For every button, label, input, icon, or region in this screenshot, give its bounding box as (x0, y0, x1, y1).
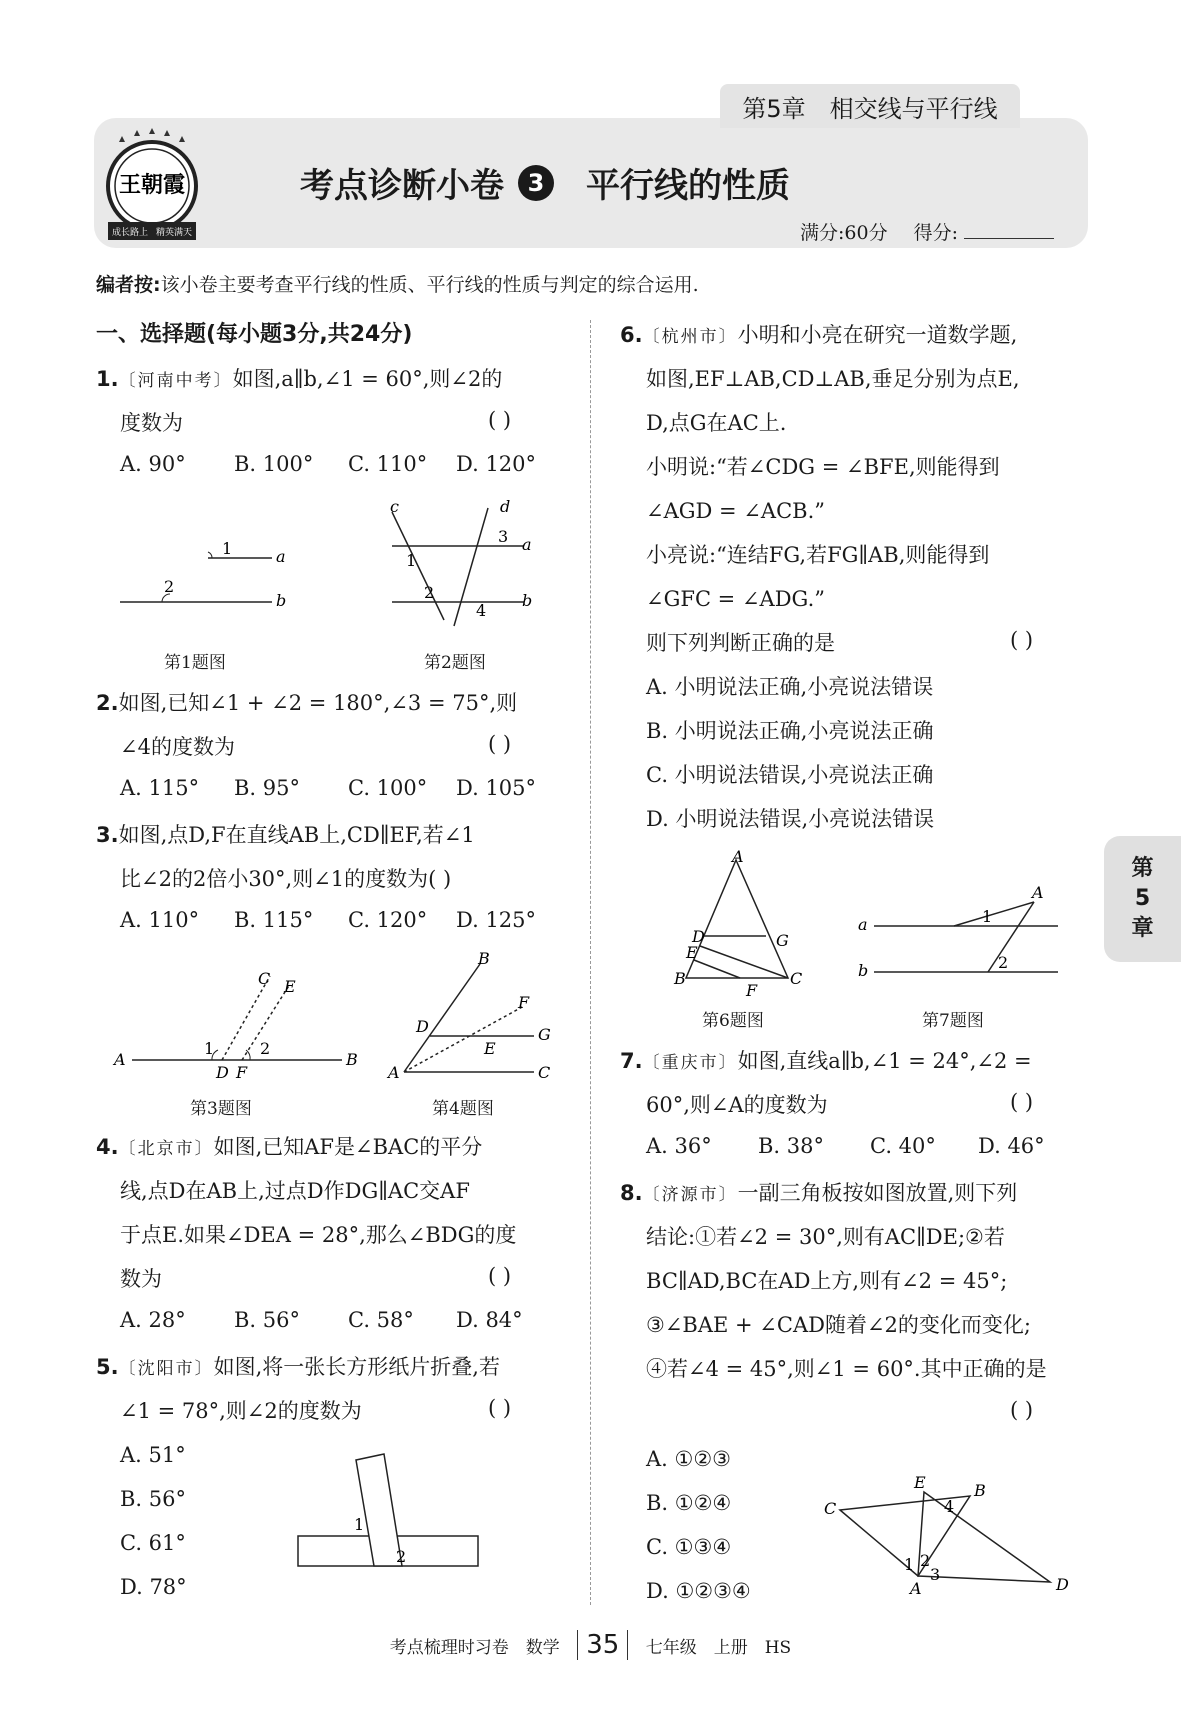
chapter-tab (720, 84, 1020, 128)
q3-line2: 比∠2的2倍小30°,则∠1的度数为( ) (120, 867, 452, 891)
q2-answer-blank[interactable]: ( ) (488, 732, 512, 756)
svg-text:G: G (776, 931, 789, 950)
svg-text:C: C (258, 969, 271, 988)
q6-text1: 小明和小亮在研究一道数学题, (737, 323, 1018, 347)
q4-line2: 线,点D在AB上,过点D作DG∥AC交AF (120, 1179, 470, 1203)
q4-line1 (96, 1132, 482, 1164)
svg-text:D: D (1056, 1575, 1069, 1594)
q2-number: 2. (96, 691, 119, 715)
svg-text:B: B (346, 1050, 358, 1069)
svg-text:C: C (824, 1499, 837, 1518)
editor-note-label: 编者按: (96, 274, 161, 296)
title-number-badge: 3 (518, 165, 554, 201)
full-score: 满分:60分 (800, 222, 888, 244)
svg-text:G: G (538, 1025, 551, 1044)
q4-source: 〔北京市〕 (118, 1139, 214, 1159)
svg-text:d: d (500, 498, 511, 516)
q4-option-a[interactable]: A. 28° (120, 1308, 186, 1332)
svg-text:B: B (974, 1481, 986, 1500)
q6-line4: 小明说:“若∠CDG = ∠BFE,则能得到 (646, 455, 1000, 479)
chapter-number: 第5章 (742, 94, 806, 123)
publisher-logo (102, 126, 202, 244)
logo-text: 王朝霞 (118, 172, 186, 198)
q6-line8: 则下列判断正确的是 (646, 631, 835, 655)
svg-text:D: D (216, 1063, 229, 1082)
svg-text:1: 1 (354, 1515, 365, 1534)
q8-line1 (620, 1178, 1017, 1210)
chapter-title: 相交线与平行线 (829, 94, 998, 123)
q1-number: 1. (96, 367, 119, 391)
chapter-side-tab (1104, 836, 1181, 962)
q2-option-b[interactable]: B. 95° (234, 776, 301, 800)
q7-options (646, 1134, 1045, 1158)
q6-line3: D,点G在AC上. (646, 411, 787, 435)
q6-option-b[interactable]: B. 小明说法正确,小亮说法正确 (646, 719, 934, 743)
q3-number: 3. (96, 823, 119, 847)
q1-source: 〔河南中考〕 (118, 371, 233, 391)
footer-right: 七年级 上册 HS (645, 1638, 792, 1658)
q6-line6: 小亮说:“连结FG,若FG∥AB,则能得到 (646, 543, 990, 567)
svg-text:b: b (858, 961, 869, 980)
q1-line1 (96, 364, 502, 396)
q3-caption: 第3题图 (190, 1099, 252, 1119)
q5-line2: ∠1 = 78°,则∠2的度数为 (120, 1399, 362, 1423)
q5-figure (296, 1450, 486, 1572)
svg-text:1: 1 (406, 551, 417, 570)
q8-line4: ③∠BAE + ∠CAD随着∠2的变化而变化; (646, 1313, 1031, 1337)
svg-text:b: b (276, 591, 287, 610)
svg-text:A: A (910, 1579, 922, 1598)
svg-text:2: 2 (260, 1039, 271, 1058)
page-number: 35 (577, 1630, 628, 1660)
svg-text:1: 1 (204, 1039, 215, 1058)
q2-options (120, 776, 536, 800)
svg-text:4: 4 (944, 1497, 955, 1516)
score-label: 得分: (913, 222, 959, 244)
svg-text:A: A (114, 1050, 126, 1069)
q5-option-c[interactable]: C. 61° (120, 1531, 186, 1555)
q8-text1: 一副三角板按如图放置,则下列 (737, 1181, 1018, 1205)
svg-text:D: D (416, 1017, 429, 1036)
q3-option-d[interactable]: D. 125° (456, 908, 537, 932)
q6-line2: 如图,EF⊥AB,CD⊥AB,垂足分别为点E, (646, 367, 1020, 391)
q7-text1: 如图,直线a∥b,∠1 = 24°,∠2 = (737, 1049, 1032, 1073)
q4-line4: 数为 (120, 1267, 162, 1291)
q1-options (120, 452, 536, 476)
q4-option-b[interactable]: B. 56° (234, 1308, 301, 1332)
svg-text:B: B (478, 950, 490, 968)
q8-figure (820, 1468, 1070, 1598)
q7-number: 7. (620, 1049, 643, 1073)
q3-option-b[interactable]: B. 115° (234, 908, 314, 932)
svg-text:a: a (276, 547, 286, 566)
q2-line2: ∠4的度数为 (120, 735, 235, 759)
q5-option-b[interactable]: B. 56° (120, 1487, 187, 1511)
svg-text:a: a (858, 915, 868, 934)
svg-text:F: F (236, 1063, 248, 1082)
svg-text:A: A (732, 850, 744, 866)
q2-figure (384, 498, 544, 628)
q4-figure (384, 950, 564, 1090)
q8-option-c[interactable]: C. ①③④ (646, 1535, 732, 1559)
footer-left: 考点梳理时习卷 数学 (389, 1638, 560, 1658)
q8-number: 8. (620, 1181, 643, 1205)
q1-text1: 如图,a∥b,∠1 = 60°,则∠2的 (232, 367, 503, 391)
svg-text:4: 4 (476, 601, 487, 620)
q5-answer-blank[interactable]: ( ) (488, 1396, 512, 1420)
logo-motto-right: 精英满天 (155, 228, 193, 238)
q1-option-c[interactable]: C. 110° (348, 452, 428, 476)
svg-text:E: E (914, 1473, 926, 1492)
title-right: 平行线的性质 (586, 166, 790, 206)
side-tab-char-2: 5 (1134, 886, 1151, 911)
q6-line1 (620, 320, 1017, 352)
svg-text:F: F (746, 981, 758, 1000)
q1-option-d[interactable]: D. 120° (456, 452, 537, 476)
q7-option-b[interactable]: B. 38° (758, 1134, 825, 1158)
side-tab-char-1: 第 (1131, 856, 1154, 881)
svg-text:E: E (484, 1039, 496, 1058)
svg-text:1: 1 (904, 1555, 915, 1574)
q6-line5: ∠AGD = ∠ACB.” (646, 499, 825, 523)
q1-caption: 第1题图 (164, 653, 226, 673)
q5-line1 (96, 1352, 500, 1384)
svg-text:C: C (538, 1063, 551, 1082)
logo-motto-left: 成长路上 (111, 228, 149, 238)
svg-text:c: c (390, 498, 399, 516)
q4-option-d[interactable]: D. 84° (456, 1308, 523, 1332)
q6-caption: 第6题图 (702, 1011, 764, 1031)
q6-answer-blank[interactable]: ( ) (1010, 628, 1034, 652)
svg-text:A: A (1032, 883, 1044, 902)
q7-source: 〔重庆市〕 (642, 1053, 738, 1073)
q1-option-b[interactable]: B. 100° (234, 452, 314, 476)
svg-text:3: 3 (498, 527, 509, 546)
q8-option-d[interactable]: D. ①②③④ (646, 1579, 751, 1603)
footer (0, 1630, 1181, 1660)
q3-figure (112, 964, 362, 1084)
q8-option-a[interactable]: A. ①②③ (646, 1447, 731, 1471)
q4-number: 4. (96, 1135, 119, 1159)
q4-options (120, 1308, 523, 1332)
q3-option-c[interactable]: C. 120° (348, 908, 428, 932)
q3-option-a[interactable]: A. 110° (120, 908, 200, 932)
q7-answer-blank[interactable]: ( ) (1010, 1090, 1034, 1114)
svg-text:D: D (692, 927, 705, 946)
score-line (800, 218, 1054, 245)
q8-source: 〔济源市〕 (642, 1185, 738, 1205)
q6-option-d[interactable]: D. 小明说法错误,小亮说法错误 (646, 807, 935, 831)
q2-option-c[interactable]: C. 100° (348, 776, 428, 800)
q4-option-c[interactable]: C. 58° (348, 1308, 414, 1332)
q6-number: 6. (620, 323, 643, 347)
svg-text:B: B (674, 969, 686, 988)
title-left: 考点诊断小卷 (300, 166, 504, 206)
column-divider (590, 320, 591, 1605)
q8-line2: 结论:①若∠2 = 30°,则有AC∥DE;②若 (646, 1225, 1005, 1249)
q6-figure (670, 850, 810, 1002)
svg-text:1: 1 (222, 539, 233, 558)
q8-answer-blank[interactable]: ( ) (1010, 1398, 1034, 1422)
svg-text:A: A (388, 1063, 400, 1082)
score-blank[interactable] (964, 238, 1054, 239)
svg-text:2: 2 (920, 1551, 931, 1570)
q2-text1: 如图,已知∠1 + ∠2 = 180°,∠3 = 75°,则 (118, 691, 518, 715)
q8-line5: ④若∠4 = 45°,则∠1 = 60°.其中正确的是 (646, 1357, 1047, 1381)
svg-text:F: F (518, 993, 530, 1012)
q5-source: 〔沈阳市〕 (118, 1359, 214, 1379)
q3-text1: 如图,点D,F在直线AB上,CD∥EF,若∠1 (118, 823, 475, 847)
q5-option-d[interactable]: D. 78° (120, 1575, 187, 1599)
svg-text:b: b (522, 591, 533, 610)
editor-note-text: 该小卷主要考查平行线的性质、平行线的性质与判定的综合运用. (160, 274, 699, 296)
q6-option-c[interactable]: C. 小明说法错误,小亮说法正确 (646, 763, 934, 787)
q5-number: 5. (96, 1355, 119, 1379)
editor-note (96, 270, 1086, 297)
q7-option-c[interactable]: C. 40° (870, 1134, 936, 1158)
q7-option-d[interactable]: D. 46° (978, 1134, 1045, 1158)
q1-option-a[interactable]: A. 90° (120, 452, 186, 476)
q7-caption: 第7题图 (922, 1011, 984, 1031)
q4-line3: 于点E.如果∠DEA = 28°,那么∠BDG的度 (120, 1223, 517, 1247)
q4-caption: 第4题图 (432, 1099, 494, 1119)
svg-text:2: 2 (396, 1547, 407, 1566)
q3-options (120, 908, 536, 932)
side-tab-char-3: 章 (1131, 916, 1154, 941)
q7-line1 (620, 1046, 1032, 1078)
svg-text:1: 1 (982, 907, 993, 926)
q3-line1 (96, 820, 475, 850)
q8-option-b[interactable]: B. ①②④ (646, 1491, 732, 1515)
svg-text:3: 3 (930, 1565, 941, 1584)
svg-text:E: E (284, 977, 296, 996)
q7-line2: 60°,则∠A的度数为 (646, 1093, 828, 1117)
q5-text1: 如图,将一张长方形纸片折叠,若 (213, 1355, 500, 1379)
q2-option-a[interactable]: A. 115° (120, 776, 200, 800)
q1-line2: 度数为 (120, 411, 183, 435)
svg-text:2: 2 (164, 577, 175, 596)
svg-text:2: 2 (424, 583, 435, 602)
svg-text:E: E (686, 943, 698, 962)
q2-caption: 第2题图 (424, 653, 486, 673)
section-heading: 一、选择题(每小题3分,共24分) (96, 322, 413, 347)
q4-text1: 如图,已知AF是∠BAC的平分 (213, 1135, 483, 1159)
q5-option-a[interactable]: A. 51° (120, 1443, 186, 1467)
q4-answer-blank[interactable]: ( ) (488, 1264, 512, 1288)
q6-line7: ∠GFC = ∠ADG.” (646, 587, 825, 611)
q2-option-d[interactable]: D. 105° (456, 776, 537, 800)
page-title (300, 158, 790, 207)
q7-figure (858, 880, 1068, 990)
svg-text:2: 2 (998, 953, 1009, 972)
svg-text:C: C (790, 969, 803, 988)
q2-line1 (96, 688, 517, 718)
q7-option-a[interactable]: A. 36° (646, 1134, 712, 1158)
q1-figure (112, 530, 292, 620)
svg-text:a: a (522, 535, 532, 554)
q8-line3: BC∥AD,BC在AD上方,则有∠2 = 45°; (646, 1269, 1008, 1293)
q6-option-a[interactable]: A. 小明说法正确,小亮说法错误 (646, 675, 934, 699)
q6-source: 〔杭州市〕 (642, 327, 738, 347)
q1-answer-blank[interactable]: ( ) (488, 408, 512, 432)
